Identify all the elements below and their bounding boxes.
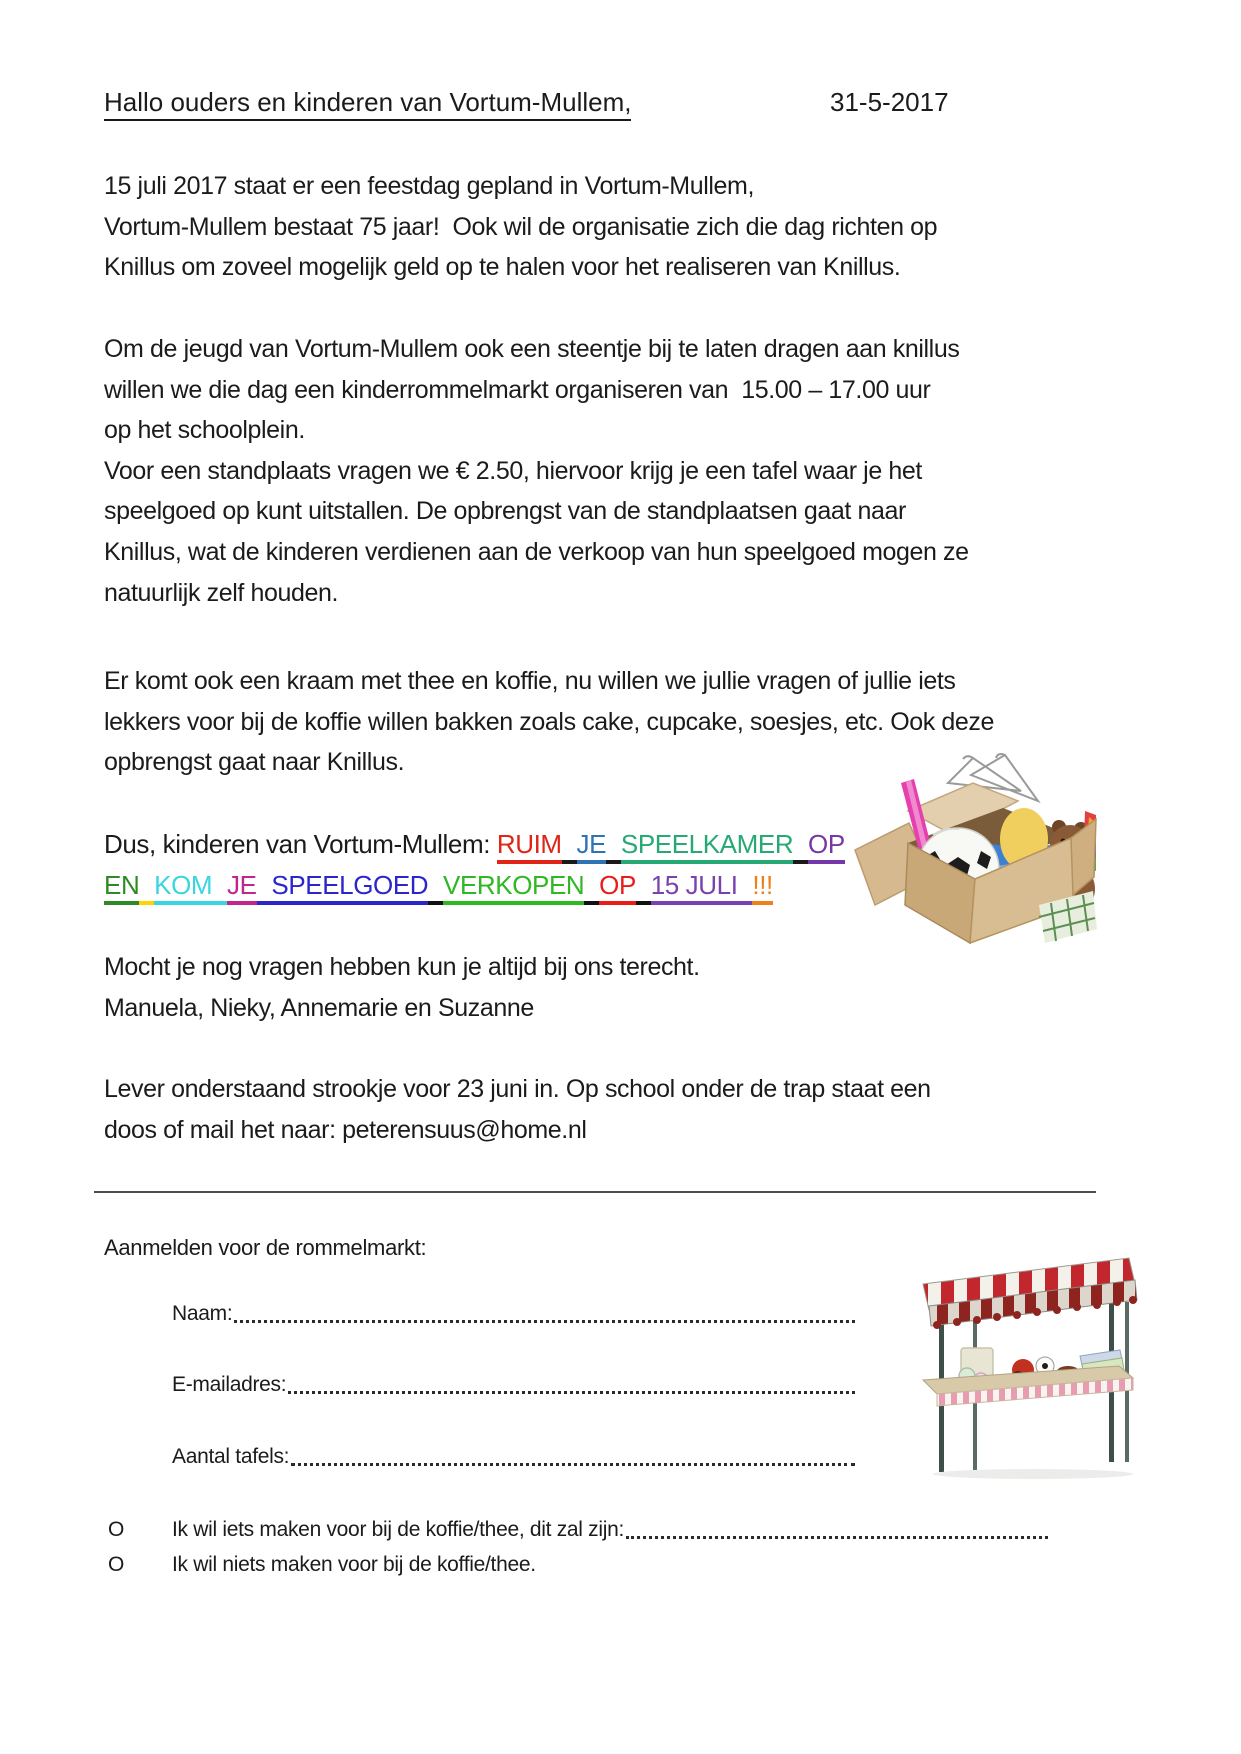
text-line: op het schoolplein. [104, 416, 305, 445]
section-divider [94, 1191, 1096, 1193]
cta-word: JE [577, 829, 607, 864]
dotted-answer-line [626, 1536, 1048, 1539]
cta-gap [139, 870, 154, 905]
cta-word: SPEELKAMER [621, 829, 793, 864]
cta-word: EN [104, 870, 139, 905]
cta-word: JE [227, 870, 257, 905]
cta-line-2 [104, 865, 845, 906]
form-field-aantaltafels [172, 1443, 855, 1471]
dotted-answer-line [234, 1320, 855, 1323]
option-circle-marker: O [108, 1553, 125, 1576]
field-label: E-mailadres: [172, 1373, 287, 1396]
cta-gap [793, 829, 808, 864]
text-line: Lever onderstaand strookje voor 23 juni in. Op school onder de trap staat een [104, 1075, 931, 1103]
text-line: Mocht je nog vragen hebben kun je altijd bij ons terecht. [104, 953, 700, 981]
dotted-answer-line [288, 1391, 855, 1394]
cta-gap [428, 870, 443, 905]
form-title: Aanmelden voor de rommelmarkt: [104, 1235, 427, 1260]
cta-word: RUIM [497, 829, 562, 864]
cta-word: OP [808, 829, 845, 864]
field-label: Naam: [172, 1302, 233, 1325]
call-to-action [104, 824, 845, 906]
paragraph-instruction [104, 1069, 931, 1150]
text-line: opbrengst gaat naar Knillus. [104, 748, 405, 777]
field-label: Aantal tafels: [172, 1445, 290, 1468]
text-line: lekkers voor bij de koffie willen bakken zoals cake, cupcake, soesjes, etc. Ook deze [104, 707, 995, 736]
cta-gap [212, 870, 227, 905]
cta-gap [606, 829, 621, 864]
cta-prefix: Dus, kinderen van Vortum-Mullem: [104, 829, 497, 859]
dotted-answer-line [291, 1463, 855, 1466]
cta-gap [738, 870, 753, 905]
paragraph-intro [104, 166, 937, 288]
form-field-emailadres [172, 1371, 855, 1399]
option-label: Ik wil niets maken voor bij de koffie/thee. [172, 1553, 536, 1576]
text-line: Om de jeugd van Vortum-Mullem ook een steentje bij te laten dragen aan knillus [104, 335, 960, 363]
stall-awning [923, 1258, 1137, 1329]
text-line: Knillus, wat de kinderen verdienen aan de verkoop van hun speelgoed mogen ze [104, 537, 969, 566]
greeting-title: Hallo ouders en kinderen van Vortum-Mullem, [104, 87, 631, 121]
cta-gap [257, 870, 272, 905]
text-line: doos of mail het naar: peterensuus@home.nl [104, 1115, 587, 1144]
cta-line-1 [104, 824, 845, 865]
form-field-naam [172, 1300, 855, 1328]
toy-box-image [853, 753, 1098, 958]
text-line: Er komt ook een kraam met thee en koffie, nu willen we jullie vragen of jullie iets [104, 667, 956, 695]
text-line: 15 juli 2017 staat er een feestdag gepland in Vortum-Mullem, [104, 172, 755, 200]
text-line: willen we die dag een kinderrommelmarkt organiseren van 15.00 – 17.00 uur [104, 375, 931, 404]
paragraph-closing [104, 947, 700, 1028]
cta-gap [562, 829, 577, 864]
coffee-option-2 [108, 1551, 536, 1579]
cta-word: VERKOPEN [443, 870, 584, 905]
document-date: 31-5-2017 [830, 87, 949, 117]
market-stall-image [915, 1252, 1140, 1480]
header [104, 87, 1144, 118]
cta-word: 15 JULI [651, 870, 738, 905]
text-line: Manuela, Nieky, Annemarie en Suzanne [104, 993, 534, 1022]
text-line: Knillus om zoveel mogelijk geld op te halen voor het realiseren van Knillus. [104, 253, 901, 282]
option-circle-marker: O [108, 1518, 125, 1541]
cta-word: SPEELGOED [271, 870, 428, 905]
text-line: speelgoed op kunt uitstallen. De opbrengst van de standplaatsen gaat naar [104, 497, 906, 526]
text-line: Voor een standplaats vragen we € 2.50, hiervoor krijg je een tafel waar je het [104, 456, 922, 485]
paragraph-market [104, 329, 969, 613]
cta-word: KOM [154, 870, 212, 905]
text-line: natuurlijk zelf houden. [104, 578, 339, 607]
cta-word: OP [599, 870, 636, 905]
coffee-option-1 [108, 1516, 1048, 1544]
option-label: Ik wil iets maken voor bij de koffie/thee, dit zal zijn: [172, 1518, 625, 1541]
text-line: Vortum-Mullem bestaat 75 jaar! Ook wil de organisatie zich die dag richten op [104, 212, 938, 241]
cta-gap [584, 870, 599, 905]
cta-gap [636, 870, 651, 905]
cta-word: !!! [752, 870, 772, 905]
